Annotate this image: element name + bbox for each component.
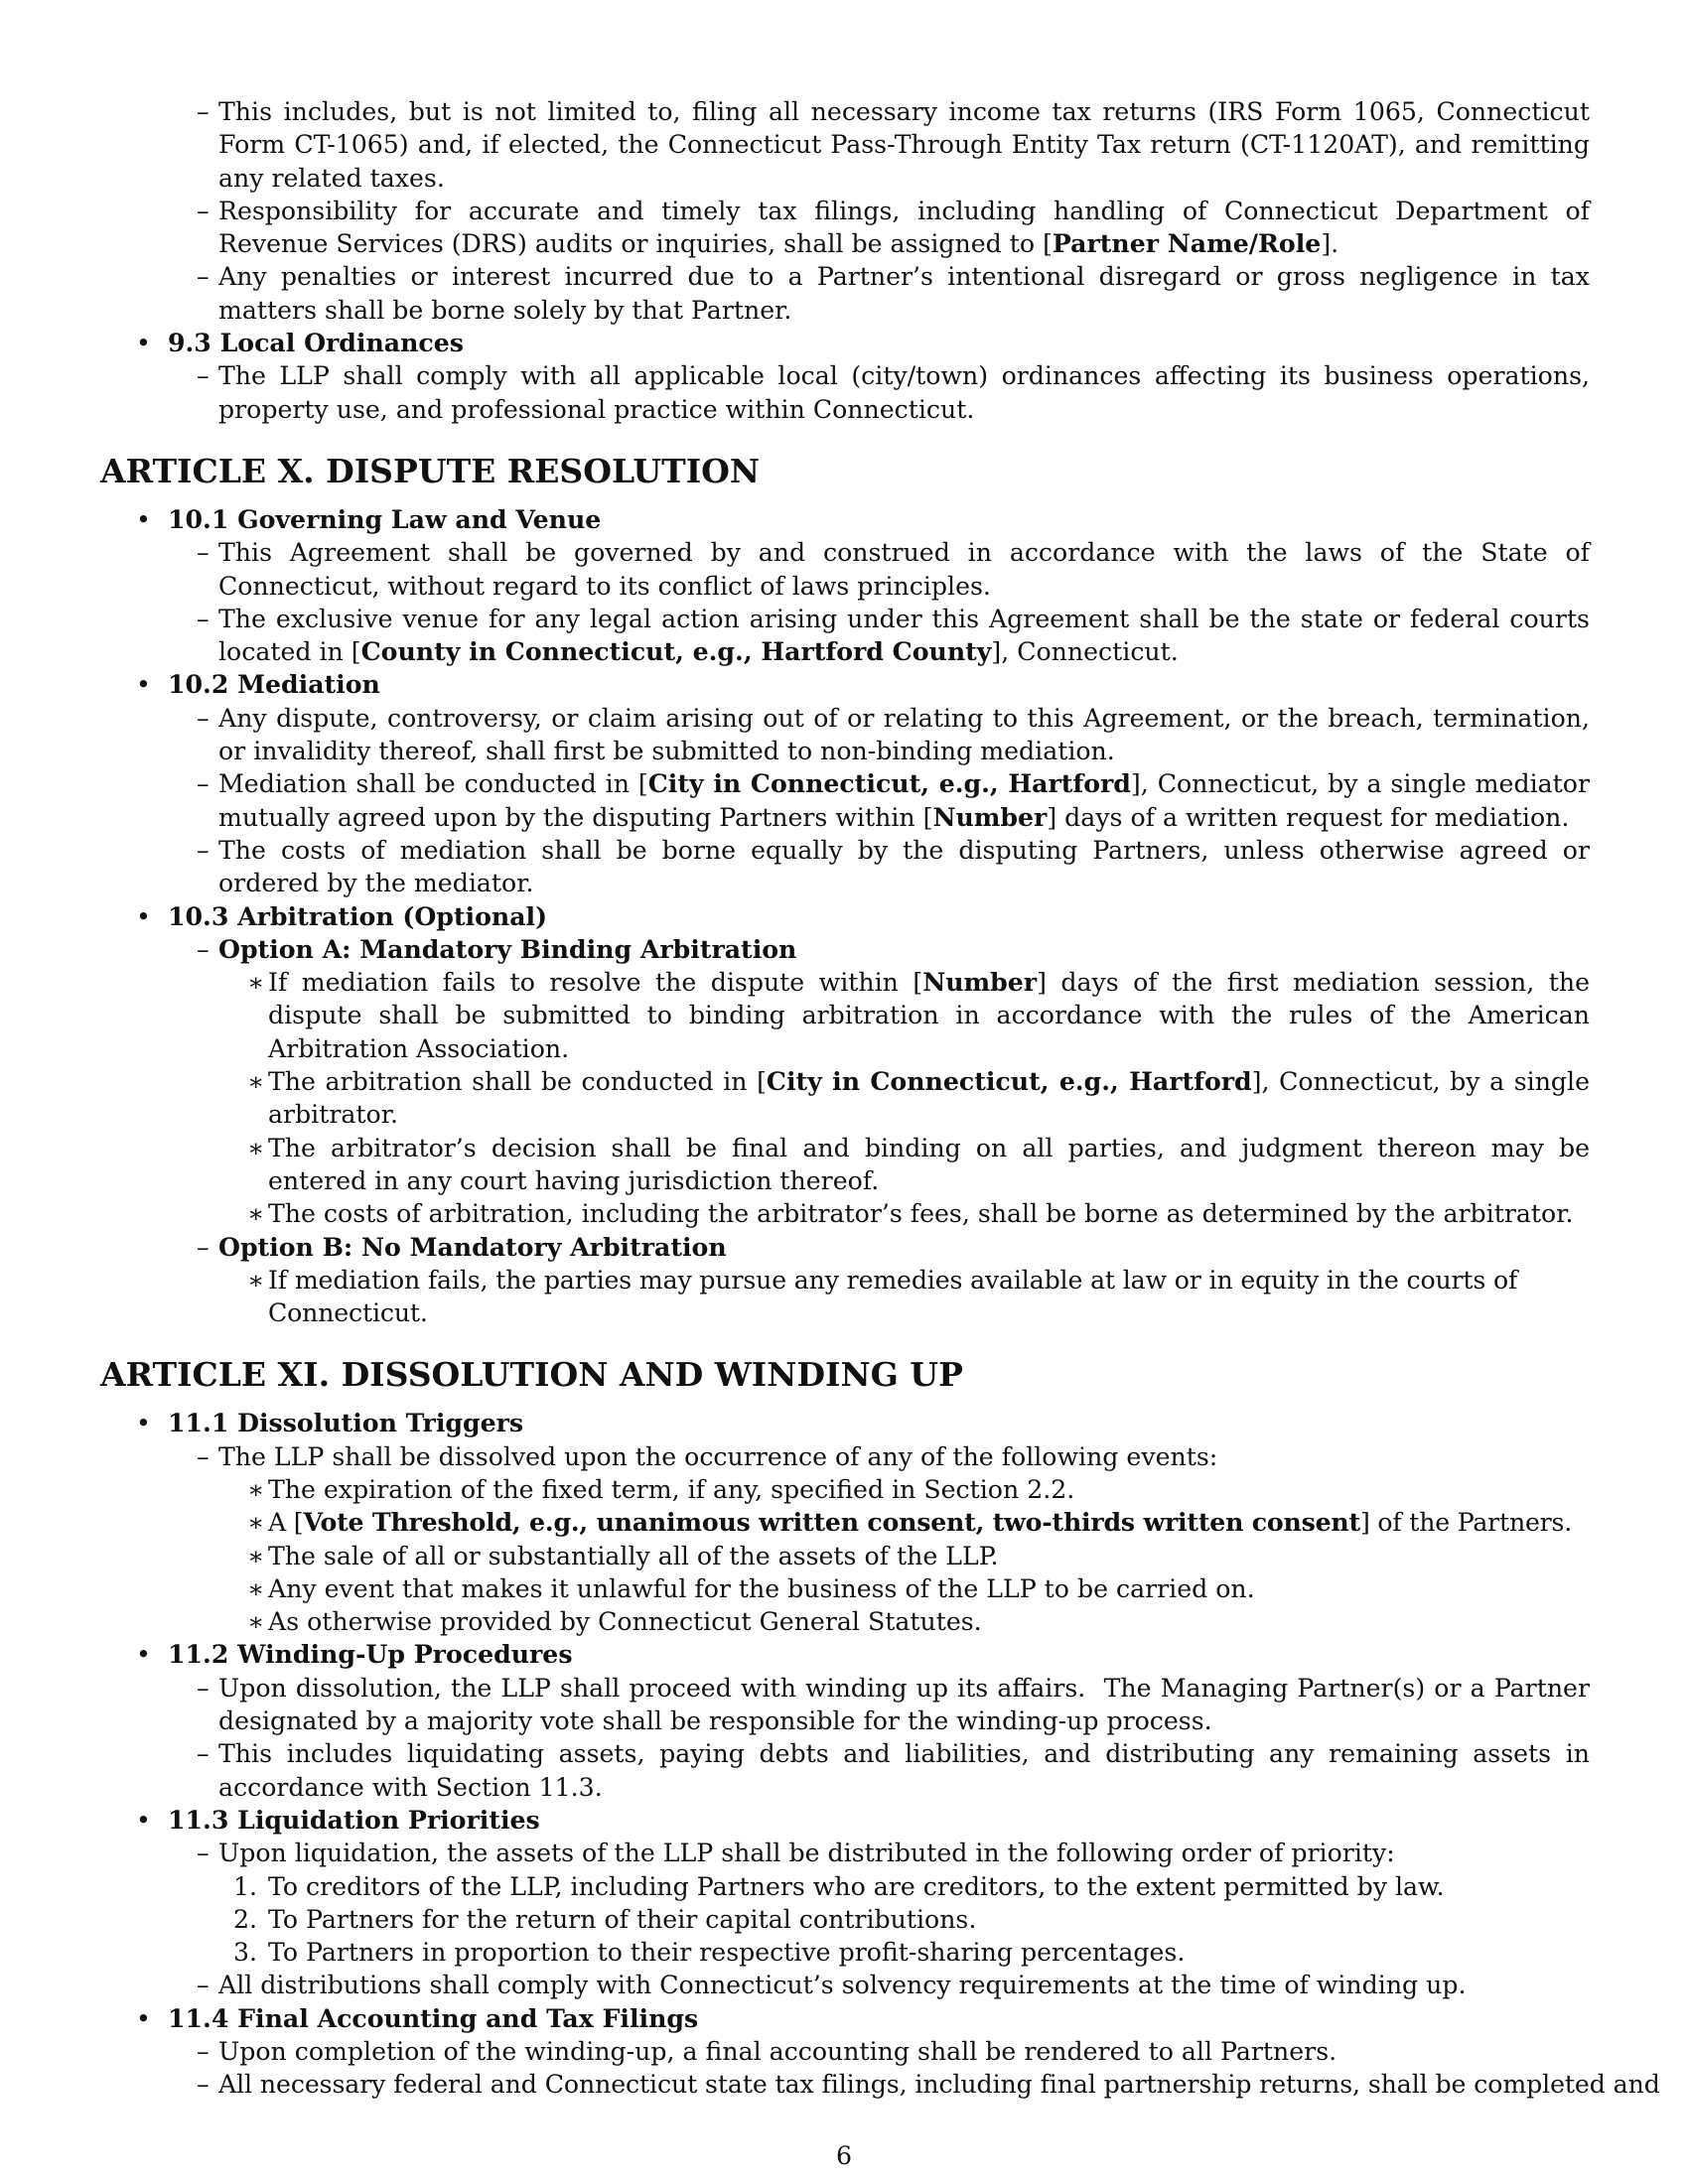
placeholder-city: City in Connecticut, e.g., Hartford [766,1066,1252,1097]
option-title: Option A: Mandatory Binding Arbitration [218,933,797,964]
placeholder-vote-threshold: Vote Threshold, e.g., unanimous written consent, two-thirds written consent [303,1507,1360,1538]
section-11-3 [100,1804,1590,2002]
section-11-4 [100,2002,1660,2102]
list-item: ∗ If mediation fails, the parties may pursue any remedies available at law or in equity in the courts of Connecticut. [218,1264,1590,1330]
list-item: – The LLP shall be dissolved upon the occurrence of any of the following events: ∗ The expiration of the fixed term, if any, specified in Section 2.2. ∗ A [Vote Threshold, e.g., unanimous written consent, two-thirds written consent] of the Partners. ∗ The sale of all or substantially all of the assets of the LLP. ∗ Any event that makes it unlawful for the business of the LLP to be carried on. ∗ As otherwise provided by Connecticut General Statutes. [168,1440,1590,1639]
list-item: ∗ If mediation fails to resolve the dispute within [Number] days of the first mediation session, the dispute shall be submitted to binding arbitration in accordance with the rules of the American Arbitration Association. [218,966,1590,1065]
section-title: 11.2 Winding-Up Procedures [168,1639,573,1670]
article-11-list [100,1407,1660,2101]
list-item: – Any dispute, controversy, or claim arising out of or relating to this Agreement, or the breach, termination, or invalidity thereof, shall first be submitted to non-binding mediation. [168,702,1590,768]
list-item: 2. To Partners for the return of their capital contributions. [233,1904,977,1934]
section-title: 10.2 Mediation [168,669,380,700]
article-10-list [100,503,1590,1329]
placeholder-county: County in Connecticut, e.g., Hartford County [360,636,992,667]
priority-list [218,1870,1590,1970]
section-title: 10.1 Governing Law and Venue [168,503,602,534]
section-title: 10.3 Arbitration (Optional) [168,900,548,931]
list-item: ∗ The expiration of the fixed term, if any, specified in Section 2.2. [218,1473,1590,1506]
page-number: 6 [835,2141,853,2170]
list-item: 3. To Partners in proportion to their respective profit-sharing percentages. [233,1938,1186,1968]
list-item: ∗ The sale of all or substantially all of the assets of the LLP. [218,1540,1590,1572]
article-11-heading: ARTICLE XI. DISSOLUTION AND WINDING UP [100,1355,963,1395]
list-item: 1. To creditors of the LLP, including Partners who are creditors, to the extent permitted by law. [233,1871,1445,1901]
section-10-3 [100,900,1590,1330]
list-item: ∗ A [Vote Threshold, e.g., unanimous written consent, two-thirds written consent] of the Partners. [218,1506,1590,1539]
list-item: – The costs of mediation shall be borne equally by the disputing Partners, unless otherwise agreed or ordered by the mediator. [168,834,1590,900]
list-item: – Any penalties or interest incurred due to a Partner’s intentional disregard or gross negligence in tax matters shall be borne solely by that Partner. [168,260,1590,327]
list-item: ∗ The costs of arbitration, including the arbitrator’s fees, shall be borne as determined by the arbitrator. [218,1197,1590,1230]
section-9-3 [100,327,1590,426]
placeholder-number: Number [922,967,1038,998]
list-item: – Upon liquidation, the assets of the LLP shall be distributed in the following order of priority: 1. To creditors of the LLP, including Partners who are creditors, to the extent permitted by law. 2. To Partners for the return of their capital contributions. 3. To Partners in proportion to their respective profit-sharing percentages. [168,1837,1590,1969]
page-content [100,95,1660,2102]
section-11-2 [100,1638,1599,1803]
list-item: – This includes liquidating assets, paying debts and liabilities, and distributing any remaining assets in accordance with Section 11.3. [168,1737,1590,1804]
list-item: ∗ Any event that makes it unlawful for the business of the LLP to be carried on. [218,1572,1590,1605]
article-10-heading: ARTICLE X. DISPUTE RESOLUTION [100,451,761,490]
list-item: – The exclusive venue for any legal action arising under this Agreement shall be the state or federal courts located in [County in Connecticut, e.g., Hartford County], Connecticut. [168,603,1590,669]
placeholder-city: City in Connecticut, e.g., Hartford [647,768,1131,799]
section-10-1 [100,503,1590,668]
placeholder-partner-name: Partner Name/Role [1052,228,1322,259]
list-item: – This includes, but is not limited to, filing all necessary income tax returns (IRS Form 1065, Connecticut Form CT-1065) and, if elected, the Connecticut Pass-Through Entity Tax return (CT-1120AT), and remitting any related taxes. [168,95,1590,195]
section-11-1 [100,1407,1590,1638]
section-title: 11.4 Final Accounting and Tax Filings [168,2002,699,2033]
section-title: 9.3 Local Ordinances [168,328,464,358]
option-b [168,1231,1590,1330]
list-item: ∗ As otherwise provided by Connecticut General Statutes. [218,1605,1590,1638]
section-10-2 [100,668,1590,899]
list-item: – Mediation shall be conducted in [City in Connecticut, e.g., Hartford], Connecticut, by a single mediator mutually agreed upon by the disputing Partners within [Number] days of a written request for mediation. [168,767,1590,834]
section-9-list [100,95,1590,426]
section-title: 11.1 Dissolution Triggers [168,1408,524,1438]
section-9-2-continuation [100,95,1590,327]
list-item: – Responsibility for accurate and timely tax filings, including handling of Connecticut Department of Revenue Services (DRS) audits or inquiries, shall be assigned to [Partner Name/Role]. [168,195,1590,261]
section-title: 11.3 Liquidation Priorities [168,1804,540,1835]
list-item: ∗ The arbitration shall be conducted in [City in Connecticut, e.g., Hartford], Connecticut, by a single arbitrator. [218,1065,1590,1132]
option-a [168,933,1590,1231]
option-title: Option B: No Mandatory Arbitration [218,1231,727,1262]
list-item: – All necessary federal and Connecticut state tax filings, including final partnership returns, shall be completed and [168,2068,1590,2101]
list-item: – All distributions shall comply with Connecticut’s solvency requirements at the time of winding up. [168,1969,1590,2001]
list-item: – Upon completion of the winding-up, a final accounting shall be rendered to all Partners. [168,2035,1590,2068]
list-item: ∗ The arbitrator’s decision shall be final and binding on all parties, and judgment thereon may be entered in any court having jurisdiction thereof. [218,1132,1590,1198]
list-item: – This Agreement shall be governed by and construed in accordance with the laws of the State of Connecticut, without regard to its conflict of laws principles. [168,536,1590,603]
placeholder-number: Number [932,801,1048,832]
list-item: – Upon dissolution, the LLP shall proceed with winding up its affairs. The Managing Partner(s) or a Partner designated by a majority vote shall be responsible for the winding-up process. [168,1672,1590,1738]
list-item: – The LLP shall comply with all applicable local (city/town) ordinances affecting its business operations, property use, and professional practice within Connecticut. [168,359,1590,426]
